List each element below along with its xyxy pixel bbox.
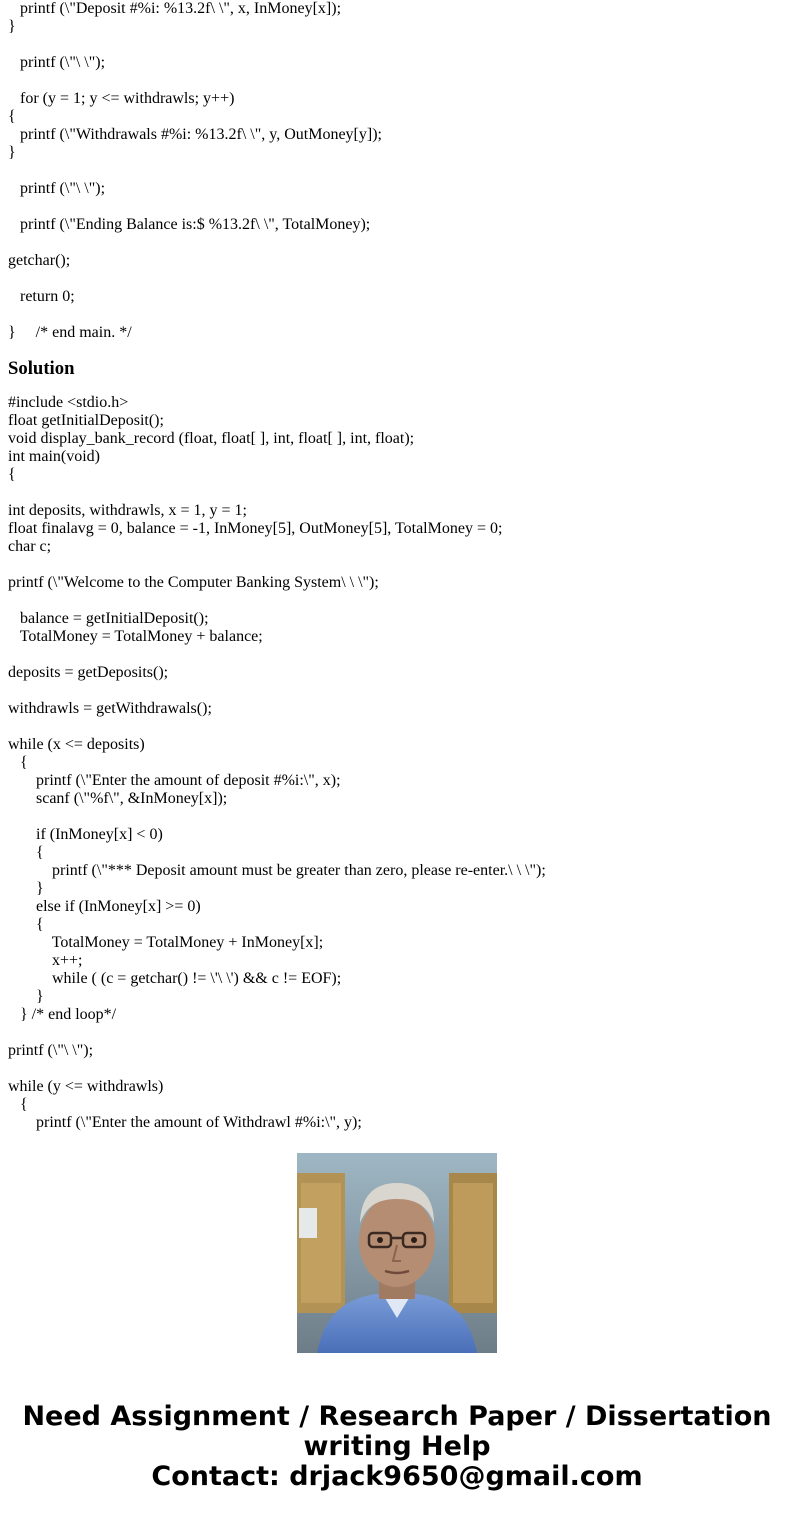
- code-line: printf (\"\ \");: [8, 54, 106, 71]
- code-line: [8, 682, 788, 700]
- code-line: TotalMoney = TotalMoney + balance;: [8, 628, 263, 645]
- code-block-solution: [8, 394, 788, 1132]
- code-line: balance = getInitialDeposit();: [8, 610, 209, 627]
- code-line: getchar();: [8, 252, 71, 269]
- code-line: printf (\"Welcome to the Computer Banking System\ \ \");: [8, 574, 379, 591]
- code-line: [8, 198, 788, 216]
- code-line: #include <stdio.h>: [8, 394, 129, 411]
- code-line: scanf (\"%f\", &InMoney[x]);: [8, 790, 228, 807]
- code-line: printf (\"*** Deposit amount must be greater than zero, please re-enter.\ \ \");: [8, 862, 546, 879]
- code-line: [8, 1024, 788, 1042]
- code-line: }: [8, 144, 16, 161]
- promo-line-3: Contact: drjack9650@gmail.com: [151, 1461, 643, 1492]
- code-line: {: [8, 108, 16, 125]
- code-line: {: [8, 1096, 28, 1113]
- code-line: [8, 72, 788, 90]
- code-line: printf (\"\ \");: [8, 180, 106, 197]
- code-line: {: [8, 844, 44, 861]
- code-line: } /* end main. */: [8, 324, 132, 341]
- code-line: [8, 484, 788, 502]
- code-line: [8, 718, 788, 736]
- promo-banner: [0, 1402, 794, 1492]
- code-line: [8, 592, 788, 610]
- avatar: [297, 1153, 497, 1353]
- code-line: [8, 36, 788, 54]
- code-listing: [8, 0, 788, 1131]
- code-line: char c;: [8, 538, 52, 555]
- code-line: printf (\"Enter the amount of Withdrawl #%i:\", y);: [8, 1114, 362, 1131]
- code-line: [8, 162, 788, 180]
- code-line: }: [8, 988, 44, 1005]
- code-line: while ( (c = getchar() != \'\ \') && c != EOF);: [8, 970, 342, 987]
- code-line: [8, 1060, 788, 1078]
- code-line: else if (InMoney[x] >= 0): [8, 898, 201, 915]
- code-line: [8, 270, 788, 288]
- code-line: }: [8, 18, 16, 35]
- code-line: printf (\"Withdrawals #%i: %13.2f\ \", y, OutMoney[y]);: [8, 126, 382, 143]
- code-line: [8, 234, 788, 252]
- code-line: [8, 646, 788, 664]
- code-line: {: [8, 916, 44, 933]
- code-line: float getInitialDeposit();: [8, 412, 164, 429]
- code-line: x++;: [8, 952, 83, 969]
- code-line: return 0;: [8, 288, 75, 305]
- promo-line-2: writing Help: [303, 1431, 491, 1462]
- code-line: for (y = 1; y <= withdrawls; y++): [8, 90, 235, 107]
- code-line: if (InMoney[x] < 0): [8, 826, 163, 843]
- code-line: while (y <= withdrawls): [8, 1078, 164, 1095]
- code-line: {: [8, 754, 28, 771]
- code-line: printf (\"\ \");: [8, 1042, 94, 1059]
- code-line: void display_bank_record (float, float[ ], int, float[ ], int, float);: [8, 430, 415, 447]
- promo-line-1: Need Assignment / Research Paper / Dissertation: [22, 1401, 772, 1432]
- code-line: [8, 306, 788, 324]
- code-line: while (x <= deposits): [8, 736, 145, 753]
- solution-heading: Solution: [8, 358, 75, 379]
- code-line: [8, 556, 788, 574]
- code-line: int deposits, withdrawls, x = 1, y = 1;: [8, 502, 247, 519]
- code-line: printf (\"Ending Balance is:$ %13.2f\ \", TotalMoney);: [8, 216, 371, 233]
- code-line: int main(void): [8, 448, 100, 465]
- code-line: {: [8, 466, 16, 483]
- code-line: withdrawls = getWithdrawals();: [8, 700, 212, 717]
- code-line: TotalMoney = TotalMoney + InMoney[x];: [8, 934, 324, 951]
- code-line: deposits = getDeposits();: [8, 664, 169, 681]
- code-block-top: [8, 0, 788, 342]
- code-line: float finalavg = 0, balance = -1, InMoney[5], OutMoney[5], TotalMoney = 0;: [8, 520, 503, 537]
- code-line: printf (\"Enter the amount of deposit #%i:\", x);: [8, 772, 341, 789]
- code-line: [8, 808, 788, 826]
- person-photo-icon: [297, 1153, 497, 1353]
- code-line: printf (\"Deposit #%i: %13.2f\ \", x, InMoney[x]);: [8, 0, 342, 17]
- code-line: }: [8, 880, 44, 897]
- code-line: } /* end loop*/: [8, 1006, 117, 1023]
